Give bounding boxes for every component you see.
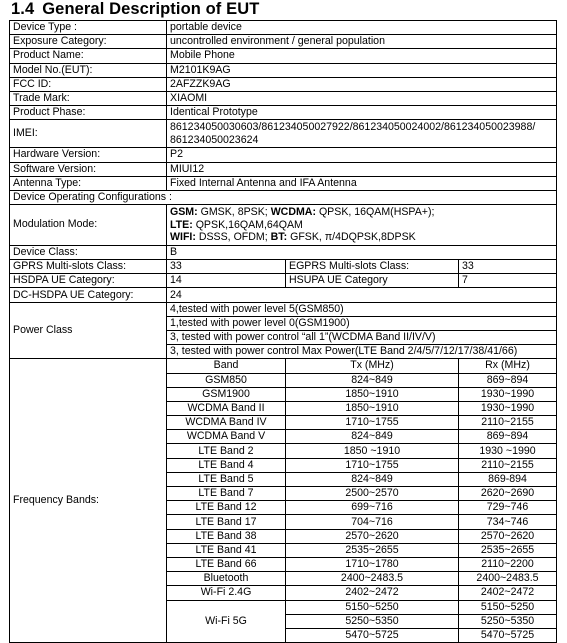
value-cell (167, 120, 557, 148)
band-band-cell: GSM850 (167, 373, 286, 387)
column-header-tx: Tx (MHz) (286, 359, 459, 373)
band-rx-cell: 2620~2690 (459, 487, 557, 501)
band-tx-cell: 824~849 (286, 430, 459, 444)
band-tx-cell: 699~716 (286, 501, 459, 515)
row-power-class (10, 302, 557, 316)
row-antenna-type (10, 176, 557, 190)
row-trade-mark (10, 91, 557, 105)
value-cell: B (167, 245, 557, 259)
band-rx-cell: 5150~5250 (459, 600, 557, 614)
band-tx-cell: 5150~5250 (286, 600, 459, 614)
value-cell: 33 (459, 260, 557, 274)
band-rx-cell: 5470~5725 (459, 628, 557, 642)
label-cell: Device Type : (10, 21, 167, 35)
band-rx-cell: 1930~1990 (459, 401, 557, 415)
band-tx-cell: 2535~2655 (286, 543, 459, 557)
band-band-cell: LTE Band 4 (167, 458, 286, 472)
label-cell: FCC ID: (10, 77, 167, 91)
row-software-version (10, 162, 557, 176)
section-number: 1.4 (11, 0, 35, 18)
row-fcc-id (10, 77, 557, 91)
label-cell: Software Version: (10, 162, 167, 176)
band-rx-cell: 869~894 (459, 430, 557, 444)
band-rx-cell: 2535~2655 (459, 543, 557, 557)
band-band-cell: LTE Band 38 (167, 529, 286, 543)
value-cell: 7 (459, 274, 557, 288)
value-cell: uncontrolled environment / general population (167, 35, 557, 49)
value-cell: 2AFZZK9AG (167, 77, 557, 91)
band-tx-cell: 2400~2483.5 (286, 572, 459, 586)
row-gprs-egprs (10, 260, 557, 274)
frequency-header-row (10, 359, 557, 373)
label-cell: HSDPA UE Category: (10, 274, 167, 288)
row-device-class (10, 245, 557, 259)
band-rx-cell: 5250~5350 (459, 614, 557, 628)
band-tx-cell: 1850~1910 (286, 401, 459, 415)
row-device-operating-configurations (10, 190, 557, 204)
band-rx-cell: 729~746 (459, 501, 557, 515)
band-rx-cell: 2570~2620 (459, 529, 557, 543)
value-cell: 14 (167, 274, 286, 288)
band-tx-cell: 1710~1755 (286, 416, 459, 430)
row-device-type (10, 21, 557, 35)
eut-description-table (9, 20, 557, 643)
band-rx-cell: 869~894 (459, 373, 557, 387)
value-cell: XIAOMI (167, 91, 557, 105)
imei-line-1: 861234050030603/861234050027922/861234050024002/861234050023988/ (170, 121, 536, 134)
value-cell: P2 (167, 148, 557, 162)
band-band-cell: LTE Band 66 (167, 557, 286, 571)
band-band-cell: GSM1900 (167, 387, 286, 401)
label-cell: Product Name: (10, 49, 167, 63)
band-rx-cell: 1930~1990 (459, 387, 557, 401)
label-cell: IMEI: (10, 120, 167, 148)
value-cell: Mobile Phone (167, 49, 557, 63)
row-hardware-version (10, 148, 557, 162)
label-cell: GPRS Multi-slots Class: (10, 260, 167, 274)
modulation-line-2: LTE: QPSK,16QAM,64QAM (170, 218, 303, 231)
band-band-cell: LTE Band 5 (167, 472, 286, 486)
band-rx-cell: 2400~2483.5 (459, 572, 557, 586)
band-band-cell: Wi-Fi 2.4G (167, 586, 286, 600)
label-cell: Product Phase: (10, 106, 167, 120)
row-exposure-category (10, 35, 557, 49)
row-product-phase (10, 106, 557, 120)
power-class-line: 3, tested with power control Max Power(LTE Band 2/4/5/7/12/17/38/41/66) (167, 345, 557, 359)
band-tx-cell: 5470~5725 (286, 628, 459, 642)
row-modulation-mode (10, 205, 557, 246)
label-cell: Exposure Category: (10, 35, 167, 49)
row-imei (10, 120, 557, 148)
band-rx-cell: 2110~2155 (459, 416, 557, 430)
label-cell: Hardware Version: (10, 148, 167, 162)
modulation-line-1: GSM: GMSK, 8PSK; WCDMA: QPSK, 16QAM(HSPA+); (170, 206, 435, 219)
band-tx-cell: 2570~2620 (286, 529, 459, 543)
column-header-band: Band (167, 359, 286, 373)
row-hsdpa-hsupa (10, 274, 557, 288)
value-cell: M2101K9AG (167, 63, 557, 77)
label-cell: Antenna Type: (10, 176, 167, 190)
band-band-cell: Wi-Fi 5G (167, 600, 286, 643)
band-rx-cell: 2110~2200 (459, 557, 557, 571)
band-tx-cell: 2500~2570 (286, 487, 459, 501)
band-rx-cell: 869-894 (459, 472, 557, 486)
row-dc-hsdpa (10, 288, 557, 302)
label-cell: Device Class: (10, 245, 167, 259)
label-cell: Power Class (10, 302, 167, 359)
label-cell: EGPRS Multi-slots Class: (286, 260, 459, 274)
band-tx-cell: 824~849 (286, 373, 459, 387)
label-cell: DC-HSDPA UE Category: (10, 288, 167, 302)
band-rx-cell: 2110~2155 (459, 458, 557, 472)
column-header-rx: Rx (MHz) (459, 359, 557, 373)
band-band-cell: WCDMA Band II (167, 401, 286, 415)
power-class-line: 4,tested with power level 5(GSM850) (167, 302, 557, 316)
row-model-no (10, 63, 557, 77)
value-cell: MIUI12 (167, 162, 557, 176)
value-cell: Identical Prototype (167, 106, 557, 120)
value-cell: 24 (167, 288, 557, 302)
value-cell: portable device (167, 21, 557, 35)
section-cell: Device Operating Configurations : (10, 190, 557, 204)
band-band-cell: LTE Band 41 (167, 543, 286, 557)
band-rx-cell: 1930 ~1990 (459, 444, 557, 458)
band-band-cell: LTE Band 17 (167, 515, 286, 529)
band-band-cell: WCDMA Band IV (167, 416, 286, 430)
band-band-cell: LTE Band 2 (167, 444, 286, 458)
label-cell: Modulation Mode: (10, 205, 167, 246)
band-tx-cell: 704~716 (286, 515, 459, 529)
band-tx-cell: 1710~1755 (286, 458, 459, 472)
label-cell: HSUPA UE Category (286, 274, 459, 288)
section-heading (11, 0, 259, 19)
band-tx-cell: 824~849 (286, 472, 459, 486)
band-band-cell: LTE Band 7 (167, 487, 286, 501)
value-cell: 33 (167, 260, 286, 274)
label-cell: Trade Mark: (10, 91, 167, 105)
power-class-line: 1,tested with power level 0(GSM1900) (167, 316, 557, 330)
band-band-cell: WCDMA Band V (167, 430, 286, 444)
label-cell: Model No.(EUT): (10, 63, 167, 77)
section-title: General Description of EUT (42, 0, 260, 18)
band-rx-cell: 734~746 (459, 515, 557, 529)
band-tx-cell: 1850 ~1910 (286, 444, 459, 458)
row-product-name (10, 49, 557, 63)
band-band-cell: LTE Band 12 (167, 501, 286, 515)
imei-line-2: 861234050023624 (170, 133, 259, 146)
band-rx-cell: 2402~2472 (459, 586, 557, 600)
modulation-line-3: WIFI: DSSS, OFDM; BT: GFSK, π/4DQPSK,8DPSK (170, 231, 416, 244)
band-tx-cell: 5250~5350 (286, 614, 459, 628)
power-class-line: 3, tested with power control “all 1”(WCDMA Band II/IV/V) (167, 330, 557, 344)
band-tx-cell: 2402~2472 (286, 586, 459, 600)
value-cell (167, 205, 557, 246)
value-cell: Fixed Internal Antenna and IFA Antenna (167, 176, 557, 190)
band-band-cell: Bluetooth (167, 572, 286, 586)
band-tx-cell: 1850~1910 (286, 387, 459, 401)
label-cell: Frequency Bands: (10, 359, 167, 643)
band-tx-cell: 1710~1780 (286, 557, 459, 571)
